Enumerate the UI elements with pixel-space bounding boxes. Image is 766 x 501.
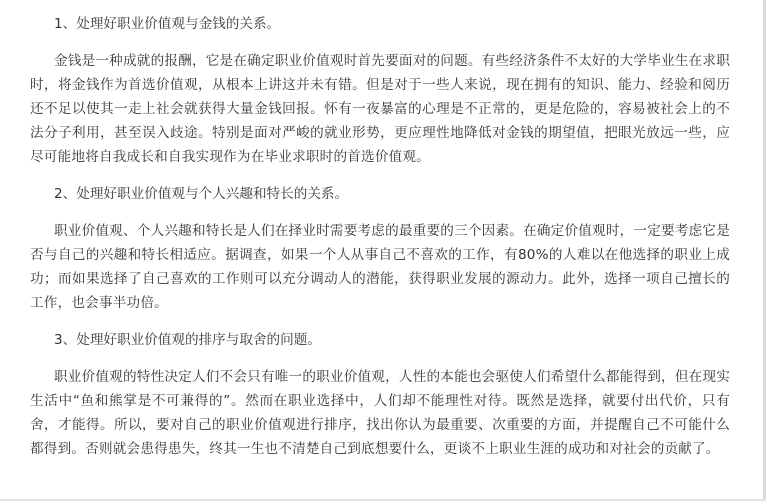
- section-heading: 2、处理好职业价值观与个人兴趣和特长的关系。: [54, 186, 349, 202]
- section-3: [30, 328, 730, 461]
- section-paragraph: 职业价值观、个人兴趣和特长是人们在择业时需要考虑的最重要的三个因素。在确定价值观时，一定要考虑它是否与自己的兴趣和特长相适应。据调查，如果一个人从事自己不喜欢的工作，有80%的人难以在他选择的职业上成功；而如果选择了自己喜欢的工作则可以充分调动人的潜能，获得职业发展的源动力。此外，选择一项自己擅长的工作，也会事半功倍。: [30, 223, 730, 311]
- section-2: [30, 182, 730, 328]
- section-paragraph: 金钱是一种成就的报酬，它是在确定职业价值观时首先要面对的问题。有些经济条件不太好的大学毕业生在求职时，将金钱作为首选价值观，从根本上讲这并未有错。但是对于一些人来说，现在拥有的知识、能力、经验和阅历还不足以使其一走上社会就获得大量金钱回报。怀有一夜暴富的心理是不正常的，更是危险的，容易被社会上的不法分子利用，甚至误入歧途。特别是面对严峻的就业形势，更应理性地降低对金钱的期望值，把眼光放远一些，应尽可能地将自我成长和自我实现作为在毕业求职时的首选价值观。: [30, 53, 730, 165]
- section-heading: 1、处理好职业价值观与金钱的关系。: [54, 16, 281, 32]
- section-1: [30, 12, 730, 182]
- article-body: [30, 12, 730, 461]
- section-paragraph: 职业价值观的特性决定人们不会只有唯一的职业价值观，人性的本能也会驱使人们希望什么都能得到，但在现实生活中“鱼和熊掌是不可兼得的”。然而在职业选择中，人们却不能理性对待。既然是选择，就要付出代价，只有舍，才能得。所以，要对自己的职业价值观进行排序，找出你认为最重要、次重要的方面，并提醒自己不可能什么都得到。否则就会患得患失，终其一生也不清楚自己到底想要什么，更谈不上职业生涯的成功和对社会的贡献了。: [30, 369, 730, 457]
- section-heading: 3、处理好职业价值观的排序与取舍的问题。: [54, 332, 321, 348]
